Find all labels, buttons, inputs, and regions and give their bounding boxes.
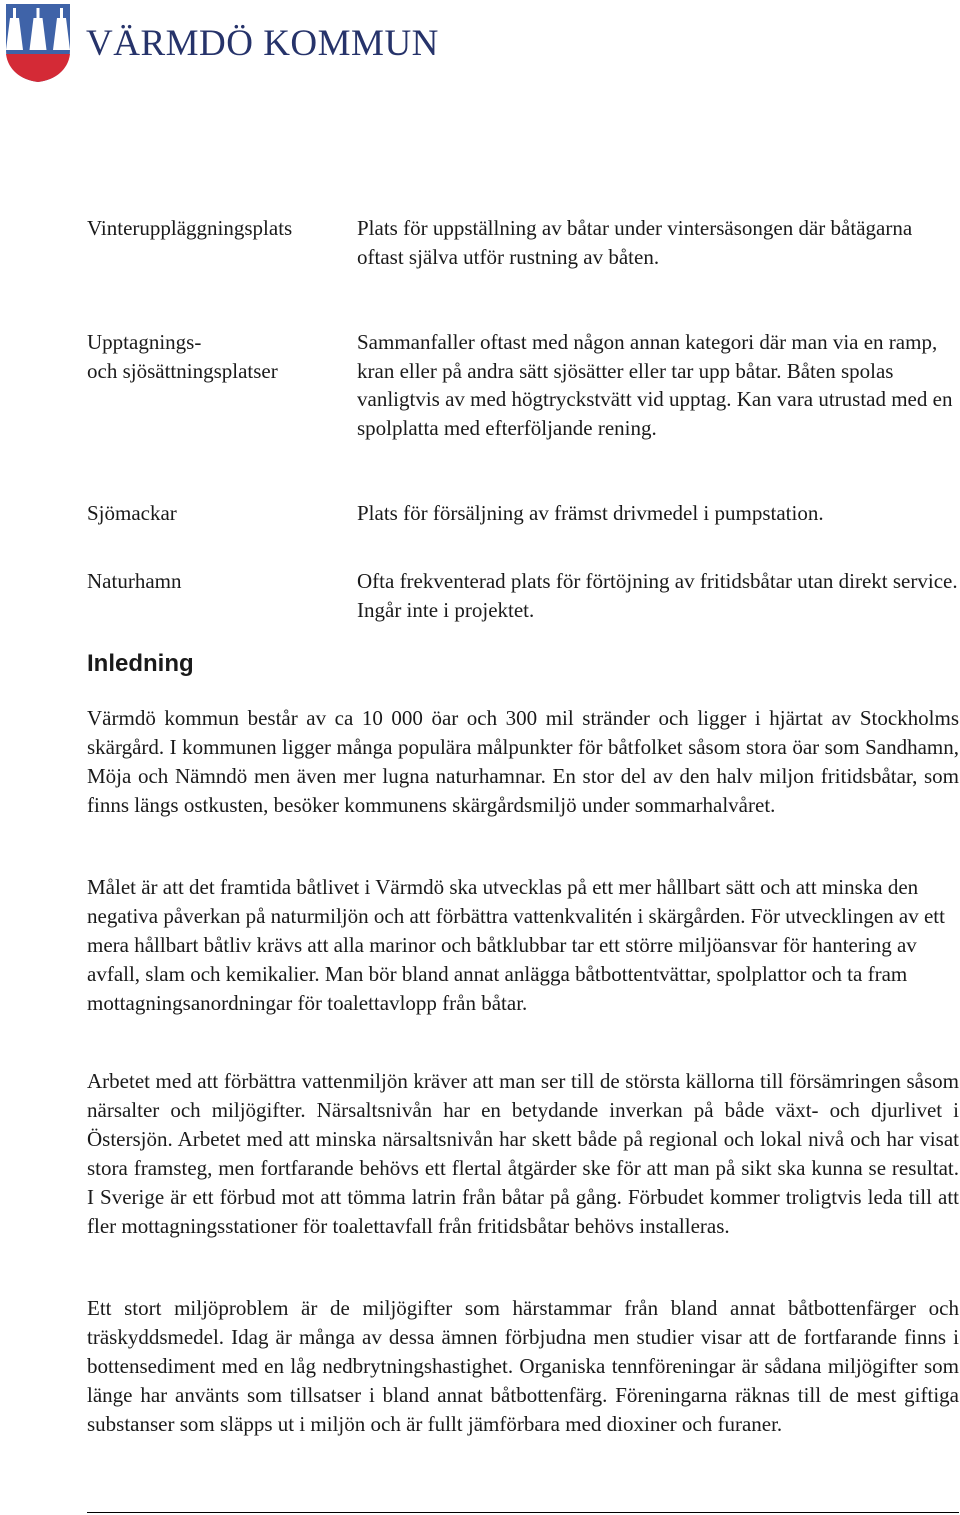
- body-paragraph: Målet är att det framtida båtlivet i Värmdö ska utvecklas på ett mer hållbart sätt och att minska den negativa påverkan på naturmiljön och att förbättra vattenkvalitén i skärgården. För utvecklingen av ett mera hållbart båtliv krävs att alla marinor och båtklubbar tar ett större miljöansvar för hantering av avfall, slam och kemikalier. Man bör bland annat anlägga båtbottentvättar, spolplattor och ta fram mottagningsanordningar för toalettavlopp från båtar.: [87, 875, 945, 1016]
- body-paragraph: Arbetet med att förbättra vattenmiljön kräver att man ser till de största källorna till försämringen såsom närsalter och miljögifter. Närsaltsnivån har en betydande inverkan på både växt- och djurlivet i Östersjön. Arbetet med att minska närsaltsnivån har skett både på regional och lokal nivå och har visat stora framsteg, men fortfarande behövs ett flertal åtgärder ske för att man på sikt ska kunna se resultat. I Sverige är ett förbud mot att tömma latrin från båtar på gång. Förbudet kommer troligtvis leda till att fler mottagningsstationer för toalettavfall från fritidsbåtar behövs installeras.: [87, 1069, 959, 1239]
- definition-term: Sjömackar: [87, 501, 177, 525]
- definition-description: Ofta frekventerad plats för förtöjning av fritidsbåtar utan direkt service. Ingår inte i projektet.: [357, 569, 958, 622]
- municipality-name: VÄRMDÖ KOMMUN: [86, 23, 439, 64]
- definition-term: Naturhamn: [87, 569, 182, 593]
- definition-term: Upptagnings- och sjösättningsplatser: [87, 330, 278, 383]
- definition-description: Plats för försäljning av främst drivmedel i pumpstation.: [357, 501, 824, 525]
- body-paragraph: Ett stort miljöproblem är de miljögifter som härstammar från bland annat båtbottenfärger och träskyddsmedel. Idag är många av dessa ämnen förbjudna men studier visar att de fortfarande finns i bottensediment med en låg nedbrytningshastighet. Organiska tennföreningar är sådana miljögifter som länge har använts som tillsatser i bland annat båtbottenfärg. Föreningarna räknas till de mest giftiga substanser som släpps ut i miljön och är fullt jämförbara med dioxiner och furaner.: [87, 1296, 959, 1437]
- footer-divider: [87, 1512, 959, 1513]
- definition-description: Plats för uppställning av båtar under vintersäsongen där båtägarna oftast själva utför rustning av båten.: [357, 216, 913, 269]
- definition-term: Vinteruppläggningsplats: [87, 216, 293, 240]
- body-paragraph: Värmdö kommun består av ca 10 000 öar och 300 mil stränder och ligger i hjärtat av Stockholms skärgård. I kommunen ligger många populära målpunkter för båtfolket såsom stora öar som Sandhamn, Möja och Nämndö men även mer lugna naturhamnar. En stor del av den halv miljon fritidsbåtar, som finns längs ostkusten, besöker kommunens skärgårdsmiljö under sommarhalvåret.: [87, 706, 959, 818]
- section-heading: Inledning: [87, 650, 194, 677]
- definition-description: Sammanfaller oftast med någon annan kategori där man via en ramp, kran eller på andra sätt sjösätter eller tar upp båtar. Båten spolas vanligtvis av med högtryckstvätt vid upptag. Kan vara utrustad med en spolplatta med efterföljande rening.: [357, 330, 953, 440]
- varmdo-coat-of-arms-icon: [4, 2, 72, 84]
